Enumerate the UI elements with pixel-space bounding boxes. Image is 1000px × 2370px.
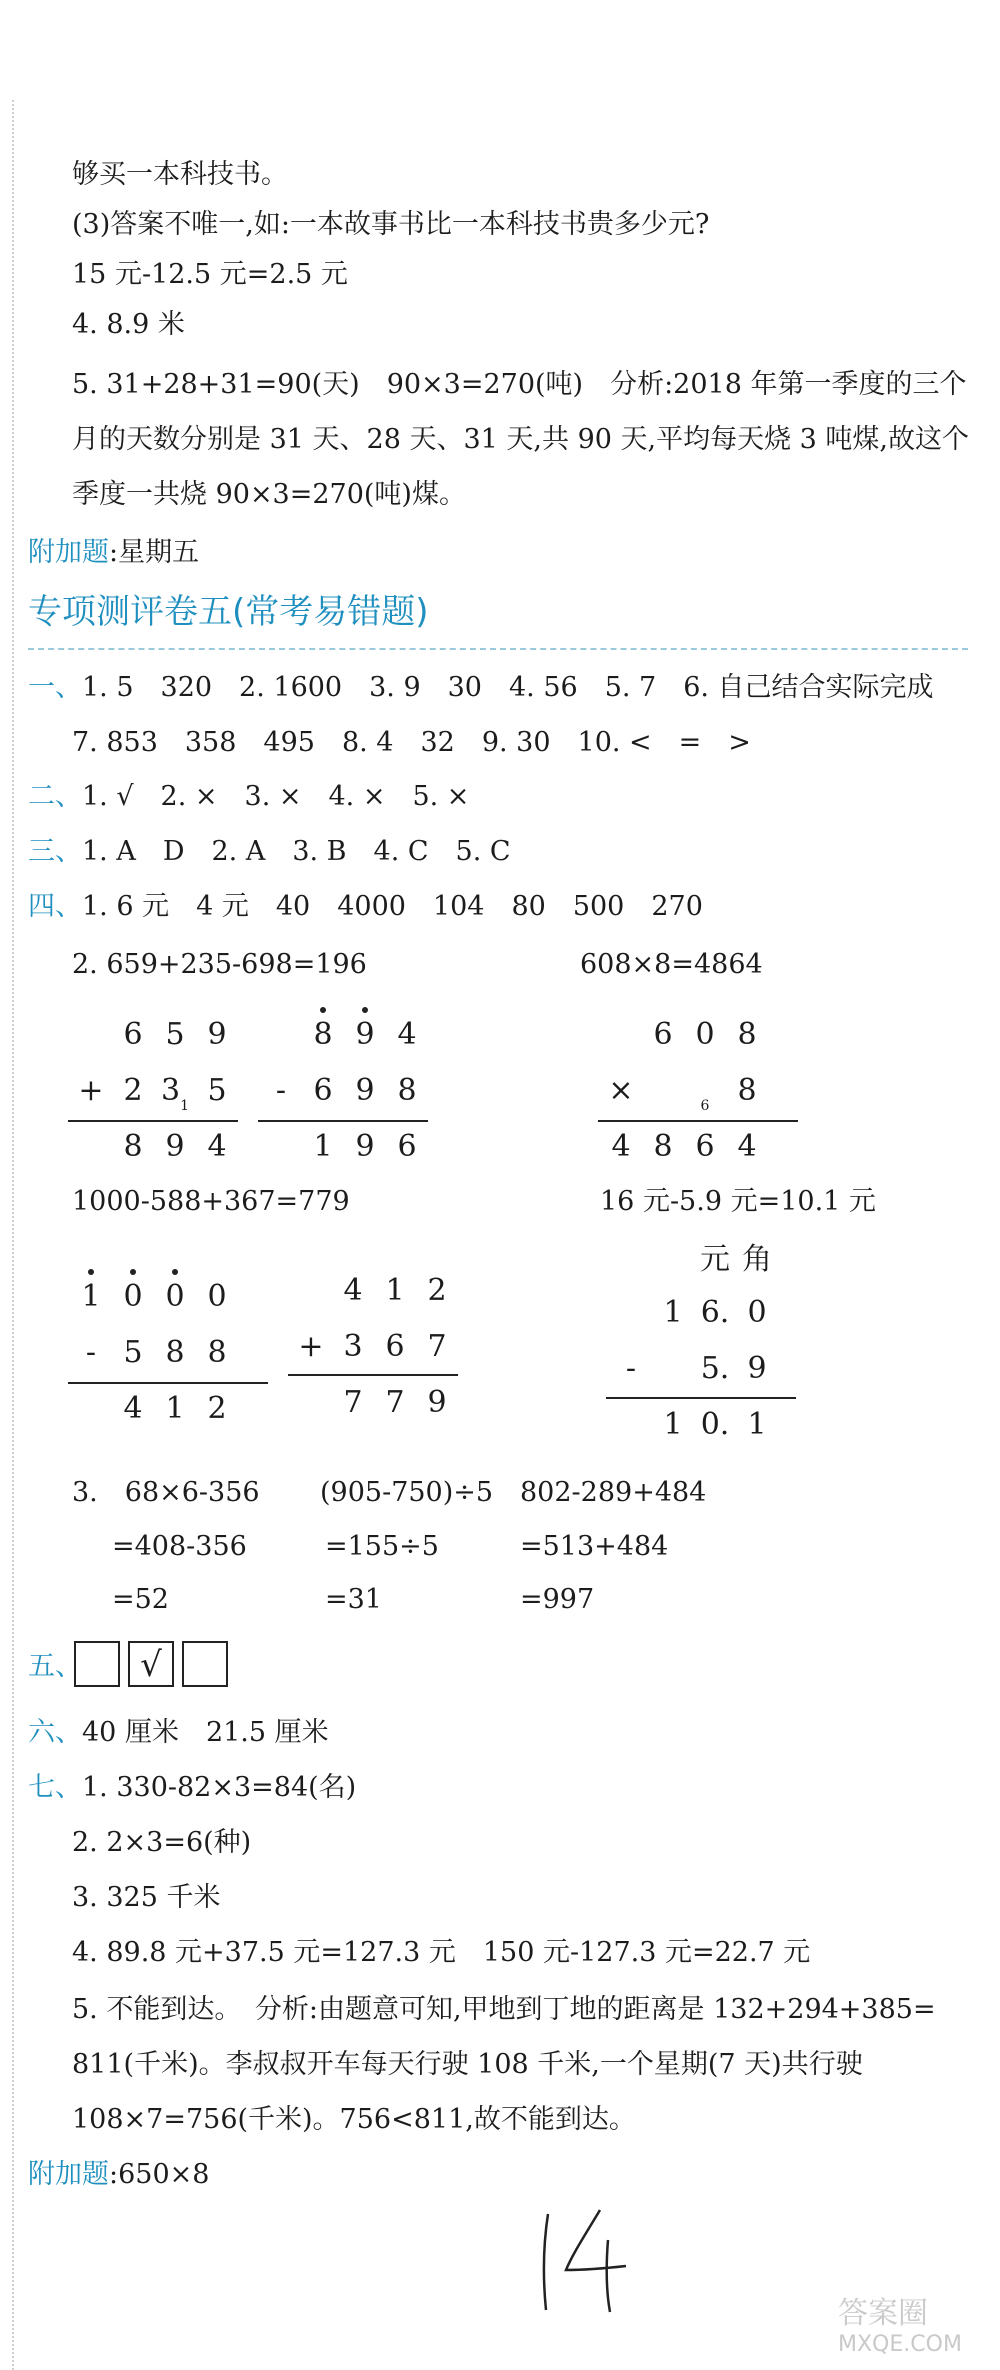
digit: 9 — [427, 1384, 447, 1420]
answer-line: 108×7=756(千米)。756<811,故不能到达。 — [72, 2104, 636, 2135]
unit-label: 元 — [700, 1242, 730, 1277]
question-4 — [28, 887, 703, 927]
digit: 0 — [123, 1278, 143, 1314]
question-mark: 四、 — [28, 891, 82, 922]
equation: 608×8=4864 — [580, 949, 763, 980]
answer-line: 1. 6 元 4 元 40 4000 104 80 500 270 — [82, 891, 703, 922]
answer-box — [182, 1641, 228, 1687]
carry-digit: 1 — [180, 1097, 189, 1114]
borrow-dot — [172, 1269, 178, 1275]
digit: 6 — [123, 1016, 143, 1052]
section-divider — [28, 648, 968, 650]
answer-line: 811(千米)。李叔叔开车每天行驶 108 千米,一个星期(7 天)共行驶 — [72, 2049, 863, 2080]
answer-box — [74, 1641, 120, 1687]
digit: 2 — [123, 1072, 143, 1108]
digit: 8 — [397, 1072, 417, 1108]
answer-line: 2. 2×3=6(种) — [72, 1827, 252, 1858]
digit: 8 — [737, 1072, 757, 1108]
digit: 7 — [385, 1384, 405, 1420]
answer-line: 4. 89.8 元+37.5 元=127.3 元 150 元-127.3 元=22.7 元 — [72, 1937, 811, 1968]
text-line: 15 元-12.5 元=2.5 元 — [72, 259, 348, 290]
difference-line — [606, 1397, 796, 1399]
step-calc: =155÷5 — [325, 1531, 439, 1562]
text-line: 季度一共烧 90×3=270(吨)煤。 — [72, 479, 466, 510]
step-calc: 802-289+484 — [520, 1477, 707, 1508]
vertical-addition — [290, 1262, 458, 1430]
digit: 6 — [695, 1128, 715, 1164]
question-mark: 一、 — [28, 672, 82, 703]
extra-label: 附加题 — [28, 537, 109, 568]
vertical-addition — [70, 1006, 238, 1174]
digit: 1 — [313, 1128, 333, 1164]
difference-line — [68, 1382, 268, 1384]
digit: 0 — [207, 1278, 227, 1314]
operator: - — [275, 1072, 287, 1108]
digit: 2 — [207, 1390, 227, 1426]
vertical-multiplication — [600, 1006, 768, 1174]
digit: 8 — [313, 1016, 333, 1052]
equation: 16 元-5.9 元=10.1 元 — [600, 1186, 876, 1217]
sum-line — [68, 1120, 238, 1122]
question-6 — [28, 1713, 329, 1753]
step-calc: =31 — [325, 1584, 382, 1615]
digit: 1 — [385, 1272, 405, 1308]
digit: 4 — [397, 1016, 417, 1052]
digit: 8 — [207, 1334, 227, 1370]
vertical-subtraction — [70, 1268, 238, 1436]
digit: 5 — [123, 1334, 143, 1370]
digit: 4 — [343, 1272, 363, 1308]
unit-label: 角 — [742, 1242, 772, 1277]
digit: 9 — [355, 1128, 375, 1164]
text-line: 月的天数分别是 31 天、28 天、31 天,共 90 天,平均每天烧 3 吨煤,故这个 — [72, 424, 970, 455]
answer-line: 1. A D 2. A 3. B 4. C 5. C — [82, 836, 511, 867]
section-title: 专项测评卷五(常考易错题) — [28, 592, 429, 632]
digit: 8 — [123, 1128, 143, 1164]
page-mark-text: 14 — [530, 2200, 532, 2201]
digit: 0 — [695, 1016, 715, 1052]
extra-question — [28, 2155, 209, 2195]
digit: 6. — [700, 1294, 730, 1330]
digit: 8 — [165, 1334, 185, 1370]
extra-answer: :650×8 — [109, 2159, 210, 2190]
extra-label: 附加题 — [28, 2159, 109, 2190]
question-7 — [28, 1768, 356, 1808]
digit: 7 — [343, 1384, 363, 1420]
step-calc: (905-750)÷5 — [320, 1477, 494, 1508]
digit: 0 — [747, 1294, 767, 1330]
step-calc: =408-356 — [112, 1531, 247, 1562]
watermark-logo: 答案圈 — [838, 2296, 928, 2331]
product-line — [598, 1120, 798, 1122]
vertical-subtraction — [260, 1006, 428, 1174]
question-mark: 七、 — [28, 1772, 82, 1803]
digit: 9 — [207, 1016, 227, 1052]
digit: 0. — [700, 1406, 730, 1442]
difference-line — [258, 1120, 428, 1122]
text-line: 够买一本科技书。 — [72, 159, 288, 190]
digit: 4 — [737, 1128, 757, 1164]
step-calc: 3. 68×6-356 — [72, 1477, 260, 1508]
carry-digit: 6 — [700, 1097, 710, 1114]
operator: + — [298, 1328, 324, 1364]
borrow-dot — [362, 1007, 368, 1013]
text-line: 4. 8.9 米 — [72, 309, 185, 340]
extra-answer: :星期五 — [109, 537, 200, 568]
digit: 3 — [343, 1328, 363, 1364]
answer-line: 3. 325 千米 — [72, 1882, 221, 1913]
digit: 6 — [397, 1128, 417, 1164]
digit: 8 — [737, 1016, 757, 1052]
answer-line: 7. 853 358 495 8. 4 32 9. 30 10. < = > — [72, 727, 751, 758]
digit: 9 — [165, 1128, 185, 1164]
answer-line: 1. 330-82×3=84(名) — [82, 1772, 357, 1803]
digit: 9 — [355, 1016, 375, 1052]
question-mark: 二、 — [28, 781, 82, 812]
digit: 1 — [747, 1406, 767, 1442]
answer-line: 1. 5 320 2. 1600 3. 9 30 4. 56 5. 7 6. 自己结合实际完成 — [82, 672, 934, 703]
answer-line: 1. √ 2. × 3. × 4. × 5. × — [82, 781, 470, 812]
digit: 5 — [207, 1072, 227, 1108]
digit: 9 — [747, 1350, 767, 1386]
answer-line: 5. 不能到达。 分析:由题意可知,甲地到丁地的距离是 132+294+385= — [72, 1994, 936, 2025]
margin-guide — [12, 100, 14, 2370]
step-calc: =513+484 — [520, 1531, 669, 1562]
text-line: (3)答案不唯一,如:一本故事书比一本科技书贵多少元? — [72, 209, 710, 240]
digit: 1 — [663, 1406, 683, 1442]
answer-line: 40 厘米 21.5 厘米 — [82, 1717, 329, 1748]
question-3 — [28, 832, 511, 872]
step-calc: =52 — [112, 1584, 169, 1615]
operator: + — [78, 1072, 104, 1108]
digit: 5. — [700, 1350, 730, 1386]
borrow-dot — [130, 1269, 136, 1275]
step-calc: =997 — [520, 1584, 595, 1615]
operator: - — [625, 1350, 637, 1386]
question-mark: 五、 — [28, 1651, 82, 1682]
digit: 5 — [165, 1016, 185, 1052]
question-2 — [28, 777, 469, 817]
digit: 2 — [427, 1272, 447, 1308]
digit: 8 — [653, 1128, 673, 1164]
borrow-dot — [88, 1269, 94, 1275]
question-mark: 六、 — [28, 1717, 82, 1748]
operator: × — [608, 1072, 634, 1108]
digit: 6 — [313, 1072, 333, 1108]
digit: 1 — [165, 1390, 185, 1426]
equation: 1000-588+367=779 — [72, 1186, 350, 1217]
digit: 6 — [653, 1016, 673, 1052]
digit: 7 — [427, 1328, 447, 1364]
digit: 1 — [81, 1278, 101, 1314]
operator: - — [85, 1334, 97, 1370]
text-line: 5. 31+28+31=90(天) 90×3=270(吨) 分析:2018 年第一季度的三个 — [72, 369, 967, 400]
extra-question — [28, 533, 199, 573]
vertical-decimal-subtraction — [610, 1228, 778, 1452]
borrow-dot — [320, 1007, 326, 1013]
digit: 4 — [611, 1128, 631, 1164]
digit: 0 — [165, 1278, 185, 1314]
digit: 3 — [160, 1072, 181, 1108]
digit: 9 — [355, 1072, 375, 1108]
watermark-url: MXQE.COM — [838, 2332, 962, 2357]
digit: 1 — [663, 1294, 683, 1330]
answer-box: √ — [128, 1641, 174, 1687]
equation: 2. 659+235-698=196 — [72, 949, 367, 980]
digit: 4 — [207, 1128, 227, 1164]
question-mark: 三、 — [28, 836, 82, 867]
question-1 — [28, 668, 934, 708]
sum-line — [288, 1374, 458, 1376]
handwritten-page-number — [530, 2200, 640, 2320]
digit: 4 — [123, 1390, 143, 1426]
digit: 6 — [385, 1328, 405, 1364]
